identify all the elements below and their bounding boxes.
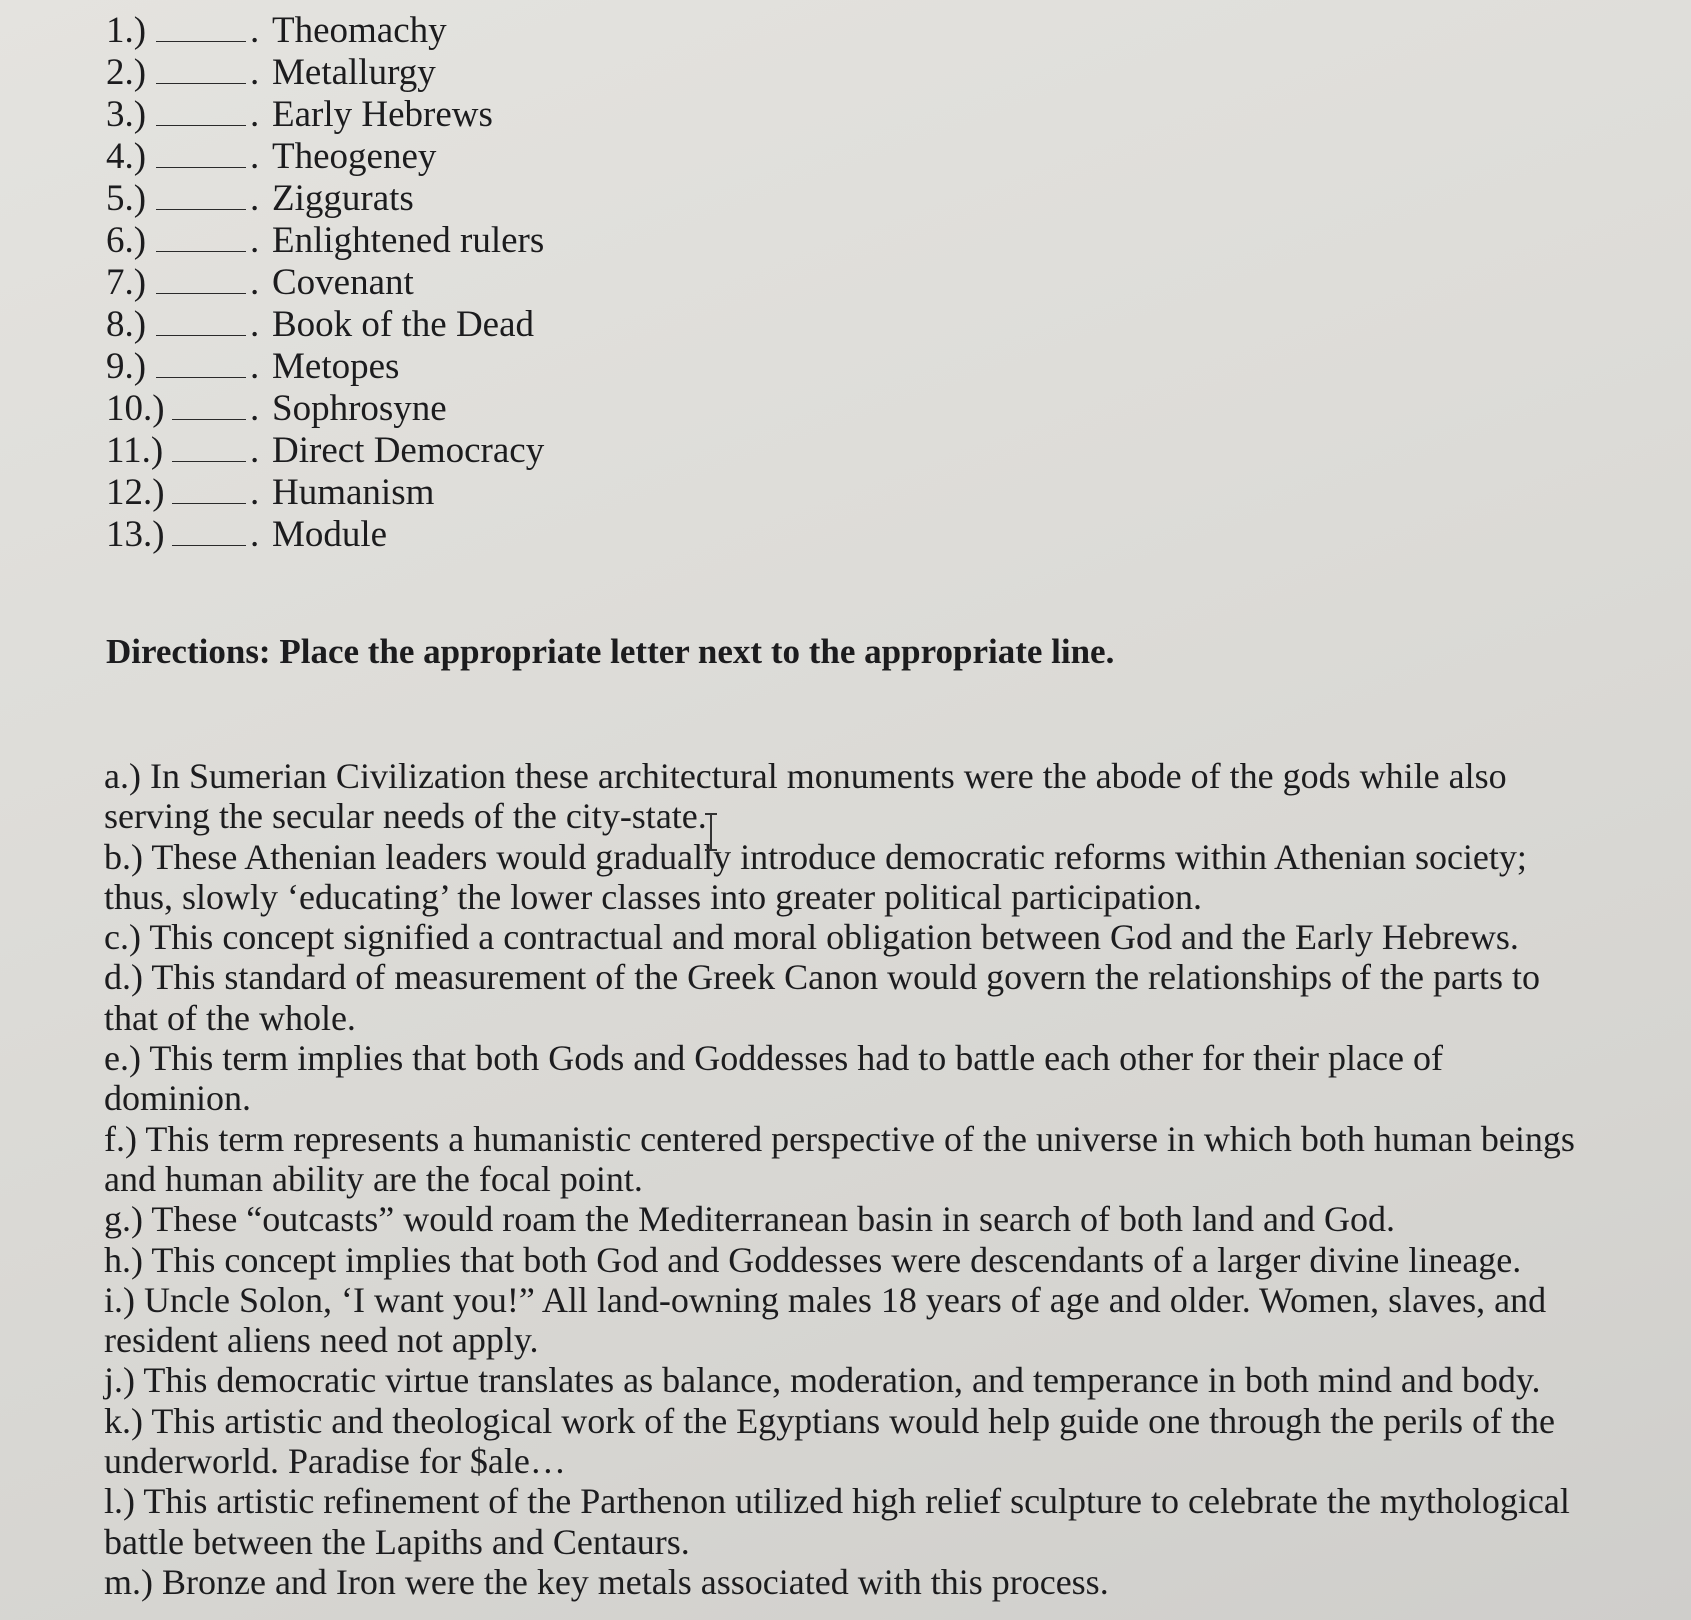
- term-row: [106, 94, 544, 136]
- definition-item: c.) This concept signified a contractual and moral obligation between God and the Early Hebrews.: [104, 917, 1519, 958]
- term-dot: .: [250, 388, 260, 429]
- term-label: Covenant: [272, 262, 414, 303]
- answer-blank[interactable]: [172, 433, 246, 462]
- definition-item: m.) Bronze and Iron were the key metals associated with this process.: [104, 1561, 1109, 1602]
- term-dot: .: [250, 262, 260, 303]
- term-label: Direct Democracy: [272, 430, 545, 471]
- term-dot: .: [250, 304, 260, 345]
- term-row: [106, 220, 544, 262]
- terms-list: [106, 10, 544, 556]
- definitions-list: [104, 756, 1594, 1602]
- term-number: 12.): [106, 472, 165, 513]
- answer-blank[interactable]: [156, 181, 246, 210]
- term-dot: .: [250, 136, 260, 177]
- term-label: Humanism: [272, 472, 435, 513]
- term-label: Metallurgy: [272, 52, 436, 93]
- term-dot: .: [250, 10, 260, 51]
- answer-blank[interactable]: [172, 517, 246, 546]
- answer-blank[interactable]: [156, 13, 246, 42]
- term-label: Early Hebrews: [272, 94, 493, 135]
- answer-blank[interactable]: [172, 391, 246, 420]
- term-number: 5.): [106, 178, 147, 219]
- term-row: [106, 178, 544, 220]
- definition-item: b.) These Athenian leaders would gradually introduce democratic reforms within Athenian society; thus, slowly ‘educating’ the lower classes into greater political participation.: [104, 836, 1527, 917]
- term-dot: .: [250, 220, 260, 261]
- definition-item: g.) These “outcasts” would roam the Mediterranean basin in search of both land and God.: [104, 1199, 1395, 1240]
- term-number: 7.): [106, 262, 147, 303]
- term-number: 6.): [106, 220, 147, 261]
- definition-item: d.) This standard of measurement of the Greek Canon would govern the relationships of the parts to that of the whole.: [104, 957, 1540, 1038]
- term-number: 4.): [106, 136, 147, 177]
- term-row: [106, 136, 544, 178]
- term-number: 8.): [106, 304, 147, 345]
- term-number: 9.): [106, 346, 147, 387]
- term-label: Theogeney: [272, 136, 437, 177]
- term-row: [106, 388, 544, 430]
- answer-blank[interactable]: [156, 55, 246, 84]
- answer-blank[interactable]: [156, 265, 246, 294]
- definition-item: k.) This artistic and theological work of the Egyptians would help guide one through the perils of the underworld. Paradise for $ale…: [104, 1400, 1556, 1482]
- term-number: 2.): [106, 52, 147, 93]
- directions-heading: Directions: Place the appropriate letter next to the appropriate line.: [106, 632, 1115, 671]
- term-dot: .: [250, 94, 260, 135]
- term-number: 11.): [106, 430, 164, 471]
- term-dot: .: [250, 346, 260, 387]
- term-label: Book of the Dead: [272, 304, 535, 345]
- term-label: Ziggurats: [272, 178, 414, 219]
- definition-item: h.) This concept implies that both God and Goddesses were descendants of a larger divine lineage.: [104, 1239, 1522, 1280]
- term-label: Metopes: [272, 346, 400, 387]
- term-row: [106, 304, 544, 346]
- term-dot: .: [250, 52, 260, 93]
- answer-blank[interactable]: [172, 475, 246, 504]
- term-label: Theomachy: [272, 10, 447, 51]
- definition-item: a.) In Sumerian Civilization these architectural monuments were the abode of the gods while also serving the secular needs of the city-state.: [104, 756, 1507, 837]
- term-row: [106, 514, 544, 556]
- text-cursor-icon: [701, 812, 721, 852]
- term-row: [106, 472, 544, 514]
- answer-blank[interactable]: [156, 307, 246, 336]
- term-number: 10.): [106, 388, 165, 429]
- definition-item: j.) This democratic virtue translates as balance, moderation, and temperance in both mind and body.: [104, 1360, 1541, 1401]
- answer-blank[interactable]: [156, 139, 246, 168]
- term-label: Enlightened rulers: [272, 220, 545, 261]
- term-dot: .: [250, 178, 260, 219]
- term-row: [106, 262, 544, 304]
- term-number: 1.): [106, 10, 147, 51]
- term-row: [106, 10, 544, 52]
- term-dot: .: [250, 514, 260, 555]
- term-row: [106, 430, 544, 472]
- definition-item: e.) This term implies that both Gods and Goddesses had to battle each other for their place of dominion.: [104, 1038, 1443, 1119]
- term-dot: .: [250, 430, 260, 471]
- answer-blank[interactable]: [156, 349, 246, 378]
- definition-item: l.) This artistic refinement of the Parthenon utilized high relief sculpture to celebrate the mythological battle between the Lapiths and Centaurs.: [104, 1481, 1570, 1562]
- term-number: 3.): [106, 94, 147, 135]
- term-dot: .: [250, 472, 260, 513]
- term-label: Module: [272, 514, 388, 555]
- definition-item: i.) Uncle Solon, ‘I want you!” All land-owning males 18 years of age and older. Women, slaves, and resident aliens need not apply.: [104, 1279, 1547, 1361]
- term-row: [106, 52, 544, 94]
- definition-item: f.) This term represents a humanistic centered perspective of the universe in which both human beings and human ability are the focal point.: [104, 1118, 1575, 1199]
- answer-blank[interactable]: [156, 223, 246, 252]
- answer-blank[interactable]: [156, 97, 246, 126]
- term-label: Sophrosyne: [272, 388, 447, 429]
- term-number: 13.): [106, 514, 165, 555]
- term-row: [106, 346, 544, 388]
